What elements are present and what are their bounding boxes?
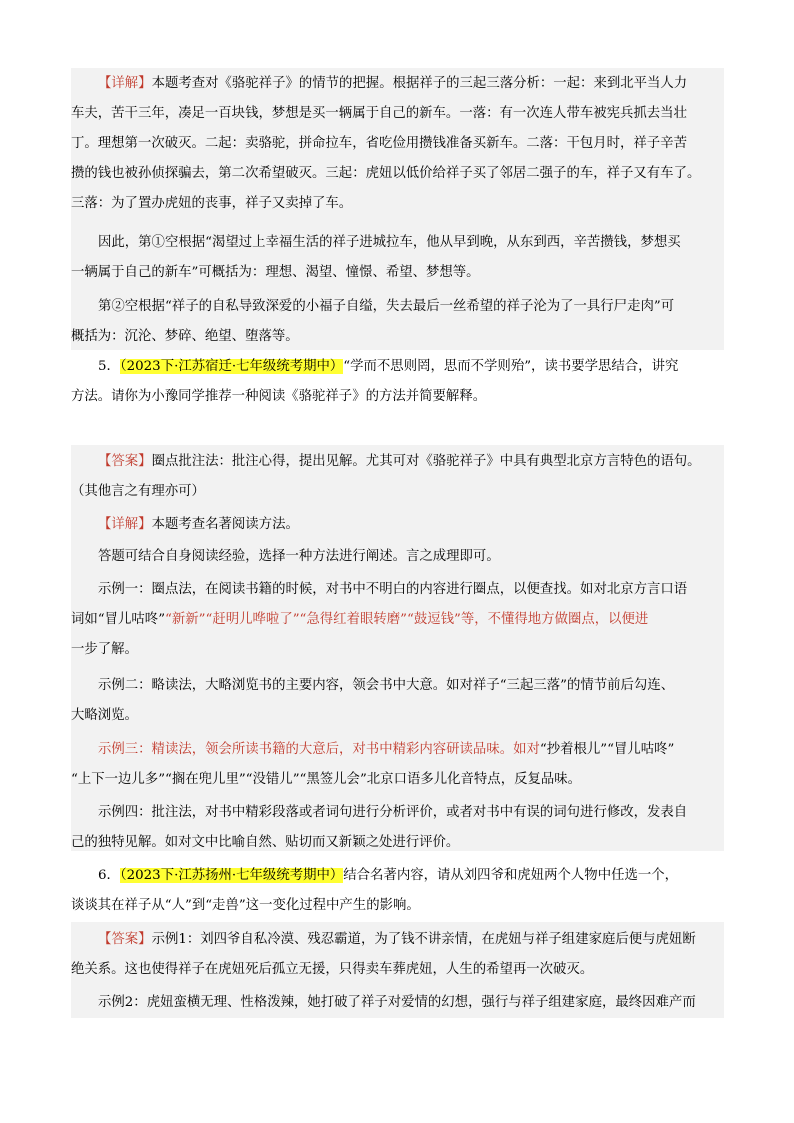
detail-tag: 【详解】 (98, 517, 152, 532)
text-line: 示例2：虎妞蛮横无理、性格泼辣，她打破了祥子对爱情的幻想，强行与祥子组建家庭，最终因难产而 (98, 995, 696, 1010)
question-source: （2023下·江苏宿迁·七年级统考期中） (119, 359, 344, 374)
text-line: 概括为：沉沦、梦碎、绝望、堕落等。 (71, 329, 299, 344)
question-number: 5． (98, 359, 120, 374)
text-line: 答题可结合自身阅读经验，选择一种方法进行阐述。言之成理即可。 (98, 549, 500, 564)
text-line: 攒的钱也被孙侦探骗去，第二次希望破灭。三起：虎妞以低价给祥子买了邻居二强子的车，祥子又有车了。 (71, 166, 701, 181)
text-line: 方法。请你为小豫同学推荐一种阅读《骆驼祥子》的方法并简要解释。 (71, 389, 487, 404)
text-line: 一辆属于自己的新车”可概括为：理想、渴望、憧憬、希望、梦想等。 (71, 265, 480, 280)
text-line: 车夫，苦干三年，凑足一百块钱，梦想是买一辆属于自己的新车。一落：有一次连人带车被宪兵抓去当壮 (71, 106, 687, 121)
text-line: 大略浏览。 (71, 708, 138, 723)
answer-6: 【答案】示例1：刘四爷自私冷漠、残忍霸道，为了钱不讲亲情，在虎妞与祥子组建家庭后便与虎妞断 (98, 932, 696, 947)
question-5: 5．（2023下·江苏宿迁·七年级统考期中）“学而不思则罔，思而不学则殆”，读书要学思结合，讲究 (98, 359, 679, 374)
answer-tag: 【答案】 (98, 454, 152, 469)
answer-tag: 【答案】 (98, 932, 152, 947)
text-line: 词如“冒儿咕咚”“新新”“赶明儿哗啦了”“急得红着眼转磨”“鼓逗钱”等，不懂得地方做圈点，以便进 (71, 612, 649, 627)
text-line: 丁。理想第一次破灭。二起：卖骆驼，拼命拉车，省吃俭用攒钱准备买新车。二落：干包月时，祥子辛苦 (71, 136, 687, 151)
answer-5: 【答案】圈点批注法：批注心得，提出见解。尤其可对《骆驼祥子》中具有典型北京方言特色的语句。 (98, 454, 701, 469)
text-line: （其他言之有理亦可） (71, 484, 205, 499)
text-line: 第②空根据“祥子的自私导致深爱的小福子自缢，失去最后一丝希望的祥子沦为了一具行尸走肉”可 (98, 299, 675, 314)
text-line: 己的独特见解。如对文中比喻自然、贴切而又新颖之处进行评价。 (71, 835, 460, 850)
text-line: 三落：为了置办虎妞的丧事，祥子又卖掉了车。 (71, 196, 353, 211)
text-line: 谈谈其在祥子从“人”到“走兽”这一变化过程中产生的影响。 (71, 898, 420, 913)
question-6: 6．（2023下·江苏扬州·七年级统考期中）结合名著内容，请从刘四爷和虎妞两个人物中任选一个， (98, 868, 679, 883)
detail-tag: 【详解】 (98, 76, 152, 91)
text-line: 一步了解。 (71, 642, 138, 657)
text-line: 示例二：略读法，大略浏览书的主要内容，领会书中大意。如对祥子“三起三落”的情节前后勾连、 (98, 678, 675, 693)
text-line: “上下一边儿多”“搁在兜儿里”“没错儿”“黑签儿会”北京口语多儿化音特点，反复品味。 (71, 772, 582, 787)
question-number: 6． (98, 868, 120, 883)
text-line: 示例四：批注法，对书中精彩段落或者词句进行分析评价，或者对书中有误的词句进行修改，发表自 (98, 805, 688, 820)
detail-5: 【详解】本题考查名著阅读方法。 (98, 517, 299, 532)
text-line: 示例一：圈点法，在阅读书籍的时候，对书中不明白的内容进行圈点，以便查找。如对北京方言口语 (98, 582, 688, 597)
text-line: 因此，第①空根据“渴望过上幸福生活的祥子进城拉车，他从早到晚，从东到西，辛苦攒钱，梦想买 (98, 235, 681, 250)
text-line: 【详解】本题考查对《骆驼祥子》的情节的把握。根据祥子的三起三落分析：一起：来到北平当人力 (98, 76, 688, 91)
text-line: 绝关系。这也使得祥子在虎妞死后孤立无援，只得卖车葬虎妞，人生的希望再一次破灭。 (71, 962, 594, 977)
text-line: 示例三：精读法，领会所读书籍的大意后，对书中精彩内容研读品味。如对“抄着根儿”“冒儿咕咚” (98, 742, 675, 757)
question-source: （2023下·江苏扬州·七年级统考期中） (119, 868, 344, 883)
